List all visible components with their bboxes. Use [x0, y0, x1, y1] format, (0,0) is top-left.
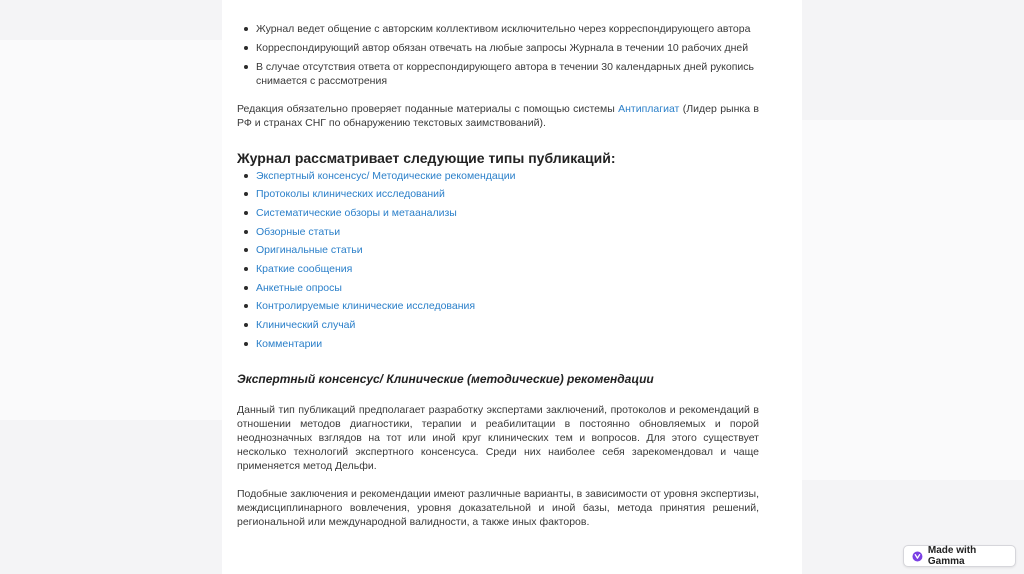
list-item [237, 337, 759, 351]
background-shape-left [0, 40, 222, 420]
type-link-original-articles[interactable]: Оригинальные статьи [256, 244, 363, 257]
antiplagiat-text-after: (Лидер рынка в РФ и странах СНГ по обнаружению текстовых заимствований). [237, 102, 759, 129]
list-item [237, 281, 759, 295]
type-link-short-reports[interactable]: Краткие сообщения [256, 263, 353, 276]
list-item: Журнал ведет общение с авторским коллективом исключительно через корреспондирующего автора [237, 22, 759, 36]
antiplagiat-paragraph [237, 102, 759, 130]
section-paragraph: Данный тип публикаций предполагает разработку экспертами заключений, протоколов и рекомендаций в отношении методов диагностики, терапии и реабилитации в постоянно обновляемых и порой неоднозначных взглядов на тот или иной круг клинических тем и вопросов. Для этого существует несколько технологий экспертного консенсуса. Среди них наиболее себя зарекомендовал и чаще применяется метод Дельфи. [237, 403, 759, 472]
type-link-review-articles[interactable]: Обзорные статьи [256, 225, 341, 238]
type-link-controlled-trials[interactable]: Контролируемые клинические исследования [256, 300, 476, 313]
type-link-protocols[interactable]: Протоколы клинических исследований [256, 188, 445, 201]
made-with-gamma-badge[interactable] [903, 545, 1016, 567]
gamma-logo-icon [912, 551, 923, 562]
type-link-clinical-case[interactable]: Клинический случай [256, 319, 356, 332]
publication-types-list [237, 169, 759, 351]
list-item [237, 187, 759, 201]
list-item [237, 262, 759, 276]
intro-bullet-list [237, 22, 759, 88]
list-item [237, 318, 759, 332]
type-link-systematic-reviews[interactable]: Систематические обзоры и метаанализы [256, 206, 457, 219]
type-link-surveys[interactable]: Анкетные опросы [256, 281, 342, 294]
type-link-comments[interactable]: Комментарии [256, 337, 323, 350]
list-item [237, 169, 759, 183]
list-item [237, 243, 759, 257]
section-paragraph: Подобные заключения и рекомендации имеют различные варианты, в зависимости от уровня экспертизы, междисциплинарного вовлечения, уровня доказательной и иной базы, метода принятия решений, региональной или международной валидности, а также иных факторов. [237, 487, 759, 528]
list-item [237, 299, 759, 313]
list-item: В случае отсутствия ответа от корреспондирующего автора в течении 30 календарных дней рукопись снимается с рассмотрения [237, 60, 759, 88]
list-item [237, 206, 759, 220]
types-heading: Журнал рассматривает следующие типы публикаций: [237, 149, 616, 166]
list-item: Корреспондирующий автор обязан отвечать на любые запросы Журнала в течении 10 рабочих дней [237, 41, 759, 55]
background-shape-right [802, 120, 1024, 480]
antiplagiat-link[interactable]: Антиплагиат [618, 102, 680, 115]
antiplagiat-text-before: Редакция обязательно проверяет поданные материалы с помощью системы [237, 102, 619, 115]
list-item [237, 225, 759, 239]
section-heading: Экспертный консенсус/ Клинические (методические) рекомендации [237, 371, 654, 386]
badge-label: Made with Gamma [927, 545, 977, 567]
document-content [237, 22, 759, 529]
type-link-expert-consensus[interactable]: Экспертный консенсус/ Методические рекомендации [256, 169, 516, 182]
